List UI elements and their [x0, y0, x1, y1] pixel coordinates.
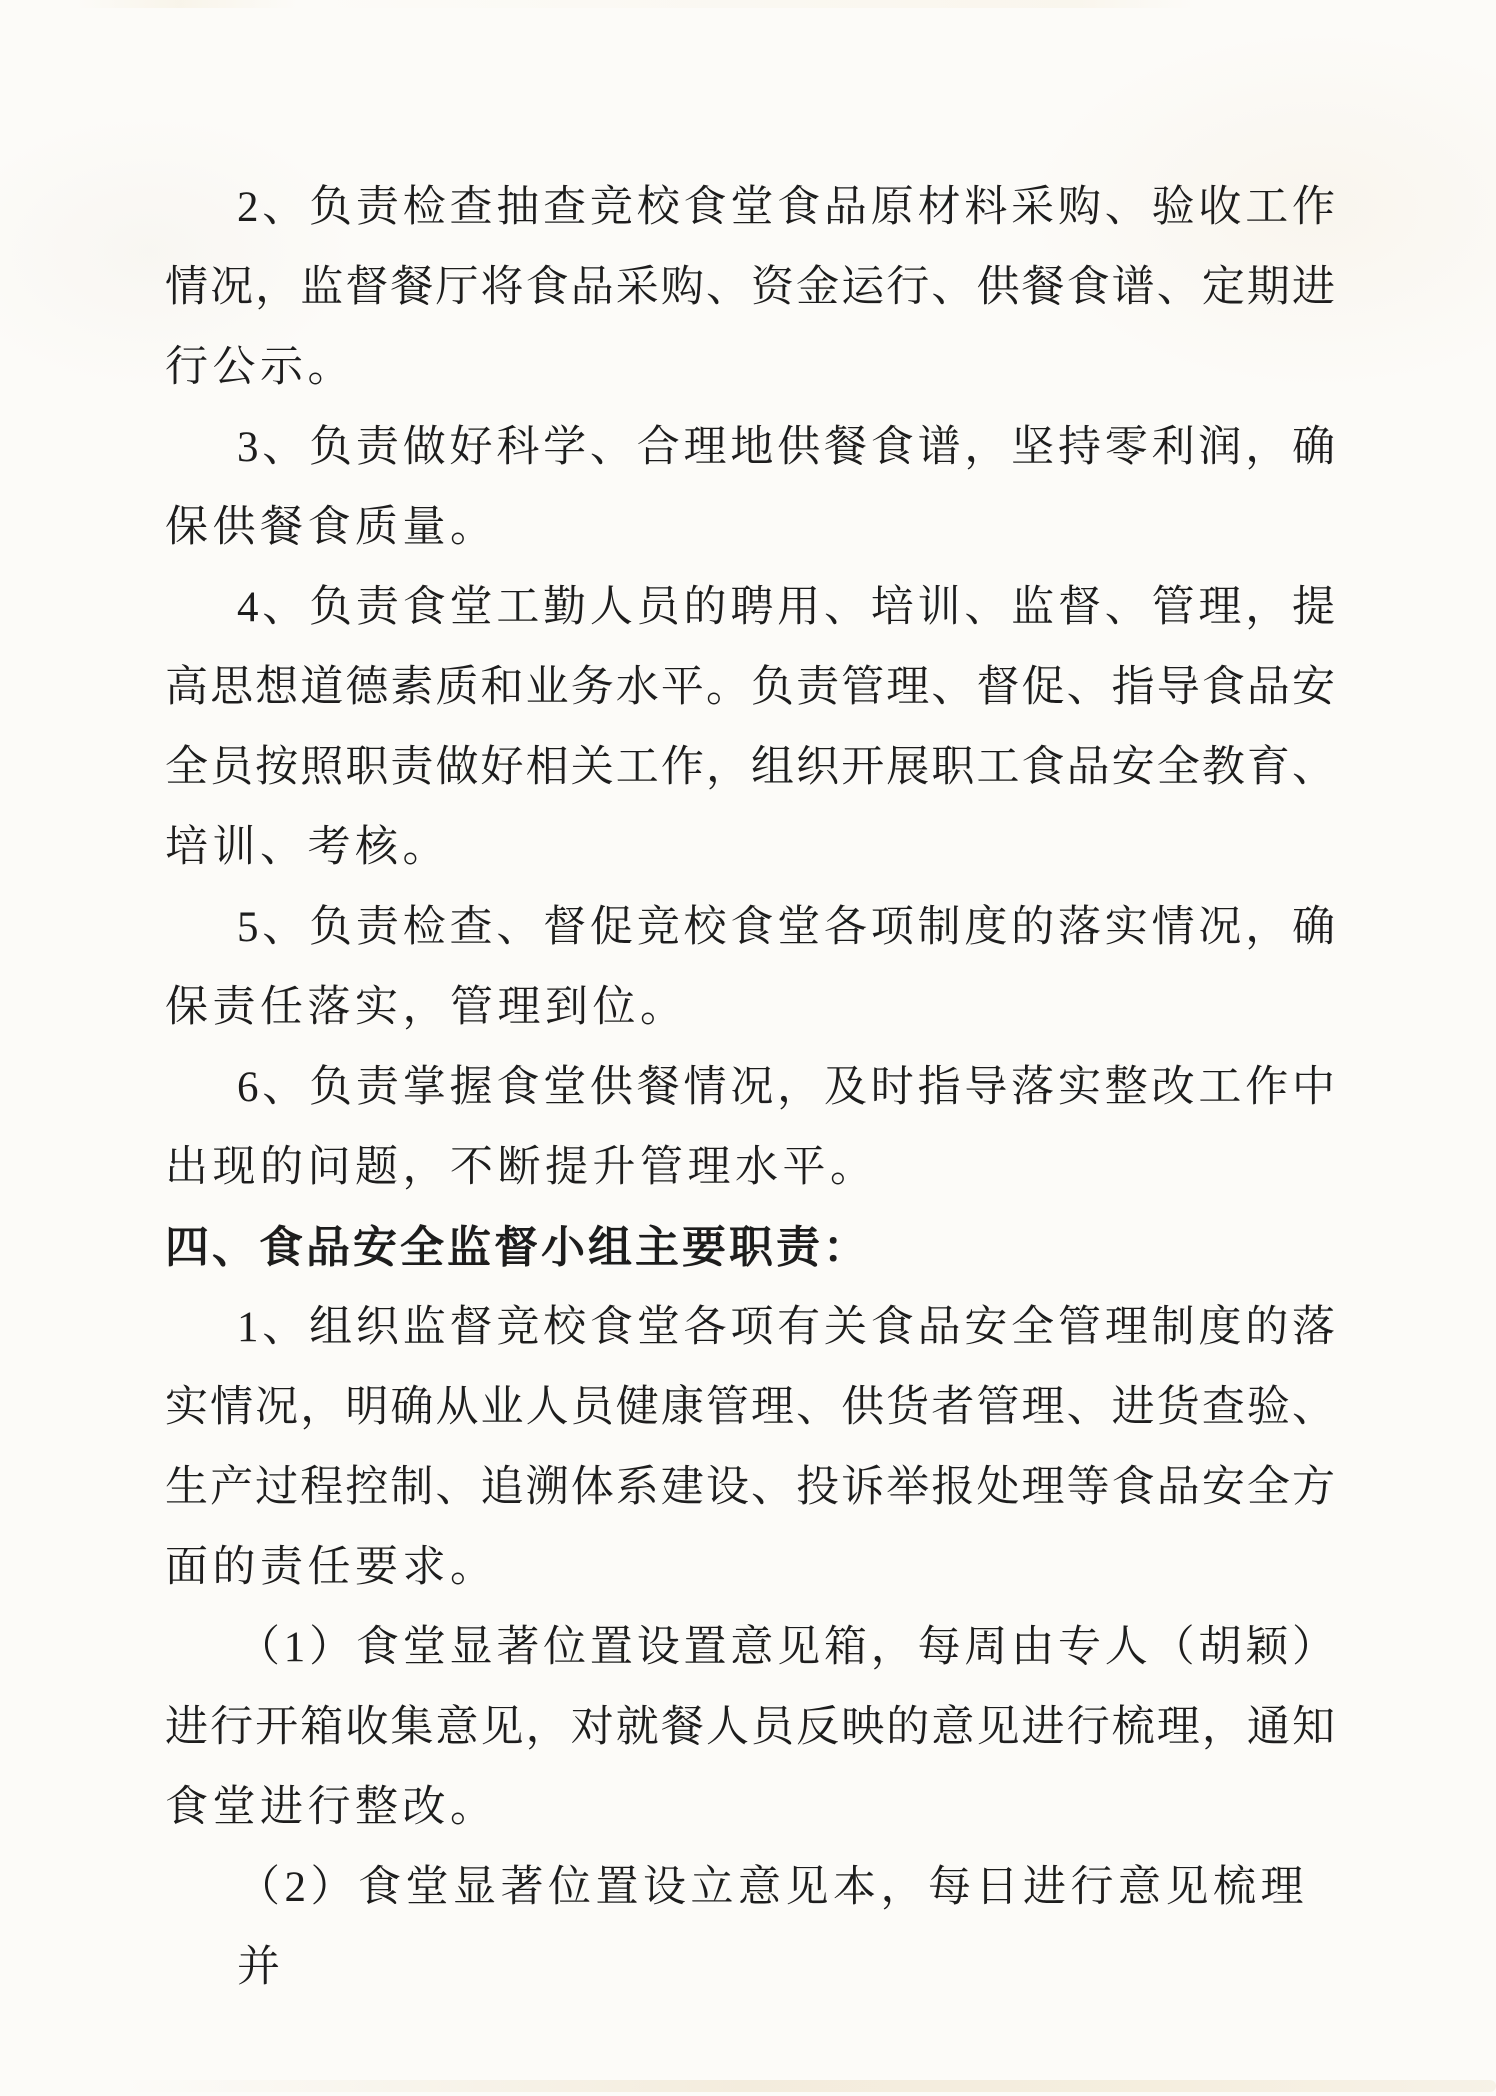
section-heading: 四、食品安全监督小组主要职责：	[165, 1223, 870, 1272]
doc-line: 实情况，明确从业人员健康管理、供货者管理、进货查验、	[165, 1384, 1335, 1431]
doc-line: 高思想道德素质和业务水平。负责管理、督促、指导食品安	[165, 664, 1335, 711]
doc-line: 3、负责做好科学、合理地供餐食谱，坚持零利润，确	[237, 424, 1335, 471]
doc-line: 情况，监督餐厅将食品采购、资金运行、供餐食谱、定期进	[165, 264, 1335, 311]
doc-line: 保责任落实，管理到位。	[165, 984, 688, 1031]
doc-line: 保供餐食质量。	[165, 504, 498, 551]
doc-line: 生产过程控制、追溯体系建设、投诉举报处理等食品安全方	[165, 1464, 1335, 1511]
doc-line: 培训、考核。	[165, 824, 450, 871]
scan-edge-artifact	[120, 2080, 1496, 2092]
doc-line: 进行开箱收集意见，对就餐人员反映的意见进行梳理，通知	[165, 1704, 1335, 1751]
doc-line: 1、组织监督竞校食堂各项有关食品安全管理制度的落	[237, 1304, 1335, 1351]
doc-line: 6、负责掌握食堂供餐情况，及时指导落实整改工作中	[237, 1064, 1335, 1111]
document-text-block	[165, 168, 1335, 1991]
doc-line: 4、负责食堂工勤人员的聘用、培训、监督、管理，提	[237, 584, 1335, 631]
doc-line: （2）食堂显著位置设立意见本，每日进行意见梳理并	[237, 1864, 1308, 1991]
doc-line: 食堂进行整改。	[165, 1784, 498, 1831]
doc-line: 5、负责检查、督促竞校食堂各项制度的落实情况，确	[237, 904, 1335, 951]
doc-line: 出现的问题，不断提升管理水平。	[165, 1144, 878, 1191]
doc-line: 行公示。	[165, 344, 355, 391]
doc-line: （1）食堂显著位置设置意见箱，每周由专人（胡颖）	[237, 1624, 1335, 1671]
doc-line: 面的责任要求。	[165, 1544, 498, 1591]
doc-line: 全员按照职责做好相关工作，组织开展职工食品安全教育、	[165, 744, 1335, 791]
scan-noise-artifact	[0, 0, 1496, 8]
doc-line: 2、负责检查抽查竞校食堂食品原材料采购、验收工作	[237, 184, 1335, 231]
